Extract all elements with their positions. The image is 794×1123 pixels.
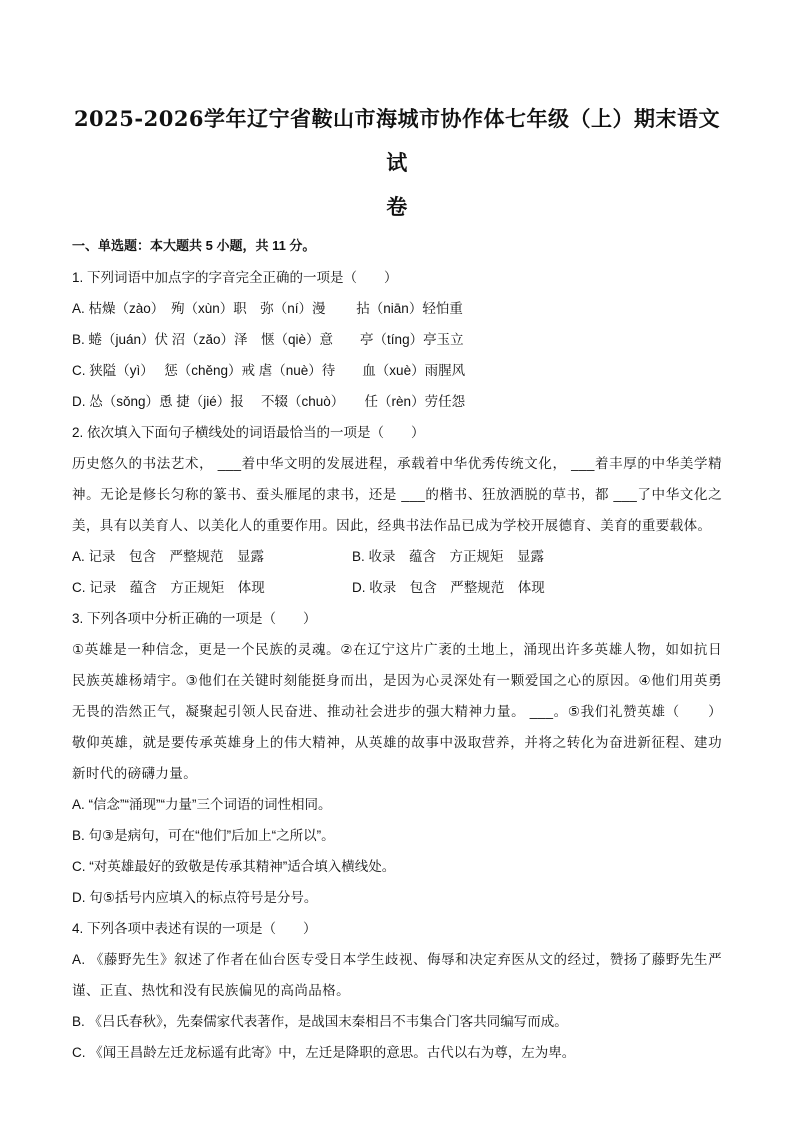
question-4-option-a: A. 《藤野先生》叙述了作者在仙台医专受日本学生歧视、侮辱和决定弃医从文的经过，赞扬了藤野先生严谨、正直、热忱和没有民族偏见的高尚品格。	[72, 952, 722, 998]
question-2-options-row-1	[72, 541, 722, 572]
question-3-option-d: D. 句⑤括号内应填入的标点符号是分号。	[72, 890, 318, 905]
question-3-option-a: A. “信念”“涌现”“力量”三个词语的词性相同。	[72, 797, 332, 812]
question-2-option-b: B. 收录 蕴含 方正规矩 显露	[352, 549, 545, 564]
question-1-option-b: B. 蜷（juán）伏 沼（zǎo）泽 惬（qiè）意 亭（tíng）亭玉立	[72, 332, 464, 347]
section-heading: 一、单选题：本大题共 5 小题，共 11 分。	[72, 238, 316, 253]
question-4-option-b: B. 《吕氏春秋》，先秦儒家代表著作，是战国末秦相吕不韦集合门客共同编写而成。	[72, 1014, 568, 1029]
title-line-2: 卷	[386, 194, 408, 219]
question-1-option-c: C. 狭隘（yì） 惩（chěng）戒 虐（nuè）待 血（xuè）雨腥风	[72, 363, 466, 378]
document-title	[72, 97, 722, 229]
question-2-passage: 历史悠久的书法艺术， ___着中华文明的发展进程，承载着中华优秀传统文化， ___着丰厚的中华美学精神。无论是修长匀称的篆书、蚕头雁尾的隶书，还是 ___的楷书、狂放洒脱的草书，都 ___了中华文化之美，具有以美育人、以美化人的重要作用。因此，经典书法作品已成为学校开展德育、美育的重要载体。	[72, 456, 722, 533]
question-2-options-row-2	[72, 572, 722, 603]
question-4-stem: 4. 下列各项中表述有误的一项是（ ）	[72, 921, 317, 936]
question-3-option-b: B. 句③是病句，可在“他们”后加上“之所以”。	[72, 828, 335, 843]
question-1-stem: 1. 下列词语中加点字的字音完全正确的一项是（ ）	[72, 270, 398, 285]
question-4-option-c: C. 《闻王昌龄左迁龙标遥有此寄》中，左迁是降职的意思。古代以右为尊，左为卑。	[72, 1045, 576, 1060]
question-2-option-a: A. 记录 包含 严整规范 显露	[72, 549, 265, 564]
question-2-stem: 2. 依次填入下面句子横线处的词语最恰当的一项是（ ）	[72, 425, 425, 440]
question-1-option-a: A. 枯燥（zào） 殉（xùn）职 弥（ní）漫 拈（niān）轻怕重	[72, 301, 463, 316]
question-1-option-d: D. 怂（sǒng）恿 捷（jié）报 不辍（chuò） 任（rèn）劳任怨	[72, 394, 466, 409]
question-2-option-d: D. 收录 包含 严整规范 体现	[352, 580, 545, 595]
question-2-option-c: C. 记录 蕴含 方正规矩 体现	[72, 580, 265, 595]
question-3-option-c: C. “对英雄最好的致敬是传承其精神”适合填入横线处。	[72, 859, 396, 874]
question-3-stem: 3. 下列各项中分析正确的一项是（ ）	[72, 611, 317, 626]
question-3-passage: ①英雄是一种信念，更是一个民族的灵魂。②在辽宁这片广袤的土地上，涌现出许多英雄人物，如如抗日民族英雄杨靖宇。③他们在关键时刻能挺身而出，是因为心灵深处有一颗爱国之心的原因。④他们用英勇无畏的浩然正气，凝聚起引领人民奋进、推动社会进步的强大精神力量。 ___。⑤我们礼赞英雄（ ）敬仰英雄，就是要传承英雄身上的伟大精神，从英雄的故事中汲取营养，并将之转化为奋进新征程、建功新时代的磅礴力量。	[72, 642, 722, 781]
title-line-1: 2025-2026学年辽宁省鞍山市海城市协作体七年级（上）期末语文试	[73, 106, 721, 175]
